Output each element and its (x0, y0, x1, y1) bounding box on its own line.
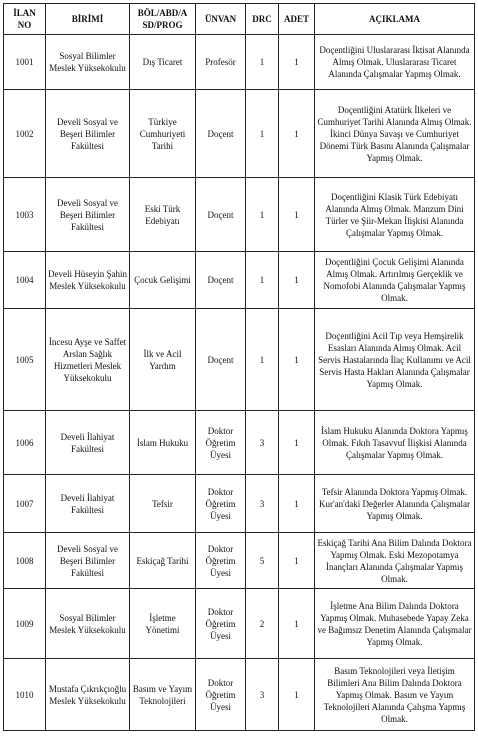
cell-drc: 3 (246, 659, 279, 731)
cell-aciklama: Tefsir Alanında Doktora Yapmış Olmak. Kur'an'daki Değerler Alanında Çalışmalar Yapmış Olmak. (315, 475, 475, 533)
cell-drc: 1 (246, 309, 279, 411)
cell-adet: 1 (279, 589, 315, 659)
header-birimi: BİRİMİ (46, 4, 130, 35)
cell-ilan-no: 1007 (4, 475, 46, 533)
cell-aciklama: İslam Hukuku Alanında Doktora Yapmış Olmak. Fıkıh Tasavvuf İlişkisi Alanında Çalışmalar Yapmış Olmak. (315, 411, 475, 475)
cell-unvan: Doçent (196, 90, 246, 178)
cell-ilan-no: 1009 (4, 589, 46, 659)
cell-bolum: Basım ve Yayım Teknolojileri (130, 659, 196, 731)
cell-unvan: Doçent (196, 178, 246, 252)
cell-birimi: İncesu Ayşe ve Saffet Arslan Sağlık Hizmetleri Meslek Yüksekokulu (46, 309, 130, 411)
cell-adet: 1 (279, 252, 315, 309)
cell-birimi: Mustafa Çıkrıkçıoğlu Meslek Yüksekokulu (46, 659, 130, 731)
cell-birimi: Sosyal Bilimler Meslek Yüksekokulu (46, 589, 130, 659)
cell-bolum: Dış Ticaret (130, 35, 196, 90)
cell-unvan: Doktor Öğretim Üyesi (196, 475, 246, 533)
cell-ilan-no: 1010 (4, 659, 46, 731)
cell-bolum: Tefsir (130, 475, 196, 533)
cell-unvan: Doktor Öğretim Üyesi (196, 659, 246, 731)
cell-bolum: İşletme Yönetimi (130, 589, 196, 659)
cell-aciklama: İşletme Ana Bilim Dalında Doktora Yapmış Olmak. Muhasebede Yapay Zeka ve Bağımsız Denetim Alanında Çalışmalar Yapmış Olmak. (315, 589, 475, 659)
cell-unvan: Doktor Öğretim Üyesi (196, 589, 246, 659)
header-ilan-no: İLAN NO (4, 4, 46, 35)
cell-bolum: İlk ve Acil Yardım (130, 309, 196, 411)
cell-adet: 1 (279, 309, 315, 411)
cell-ilan-no: 1003 (4, 178, 46, 252)
header-adet: ADET (279, 4, 315, 35)
cell-adet: 1 (279, 90, 315, 178)
cell-aciklama: Eskiçağ Tarihi Ana Bilim Dalında Doktora Yapmış Olmak. Eski Mezopotamya İnançları Alanında Çalışmalar Yapmış Olmak. (315, 533, 475, 589)
job-listing-table (3, 3, 475, 731)
cell-ilan-no: 1004 (4, 252, 46, 309)
cell-adet: 1 (279, 35, 315, 90)
cell-bolum: Çocuk Gelişimi (130, 252, 196, 309)
table-row (4, 309, 475, 411)
cell-aciklama: Doçentliğini Çocuk Gelişimi Alanında Almış Olmak. Artırılmış Gerçeklik ve Nomofobi Alanında Çalışmalar Yapmış Olmak. (315, 252, 475, 309)
cell-adet: 1 (279, 659, 315, 731)
table-row (4, 35, 475, 90)
cell-ilan-no: 1006 (4, 411, 46, 475)
cell-bolum: Eski Türk Edebiyatı (130, 178, 196, 252)
cell-birimi: Develi Sosyal ve Beşeri Bilimler Fakültesi (46, 178, 130, 252)
cell-birimi: Develi İlahiyat Fakültesi (46, 411, 130, 475)
header-aciklama: AÇIKLAMA (315, 4, 475, 35)
cell-bolum: İslam Hukuku (130, 411, 196, 475)
cell-drc: 3 (246, 475, 279, 533)
cell-drc: 1 (246, 178, 279, 252)
cell-adet: 1 (279, 533, 315, 589)
table-row (4, 533, 475, 589)
cell-bolum: Eskiçağ Tarihi (130, 533, 196, 589)
cell-bolum: Türkiye Cumhuriyeti Tarihi (130, 90, 196, 178)
table-row (4, 252, 475, 309)
cell-birimi: Sosyal Bilimler Meslek Yüksekokulu (46, 35, 130, 90)
cell-adet: 1 (279, 475, 315, 533)
cell-aciklama: Doçentliğini Atatürk İlkeleri ve Cumhuriyet Tarihi Alanında Almış Olmak. İkinci Dünya Savaşı ve Cumhuriyet Dönemi Türk Basını Alanında Çalışmalar Yapmış Olmak. (315, 90, 475, 178)
cell-ilan-no: 1001 (4, 35, 46, 90)
cell-birimi: Develi İlahiyat Fakültesi (46, 475, 130, 533)
table-row (4, 589, 475, 659)
cell-drc: 5 (246, 533, 279, 589)
cell-aciklama: Doçentliğini Acil Tıp veya Hemşirelik Esasları Alanında Almış Olmak. Acil Servis Hastalarında İlaç Kullanımı ve Acil Servis Hasta Hakları Alanında Çalışmalar Yapmış Olmak. (315, 309, 475, 411)
cell-unvan: Doçent (196, 309, 246, 411)
table-row (4, 178, 475, 252)
table-row (4, 659, 475, 731)
cell-aciklama: Doçentliğini Klasik Türk Edebiyatı Alanında Almış Olmak. Manzum Dini Türler ve Şiir-Mekan İlişkisi Alanında Çalışmalar Yapmış Olmak. (315, 178, 475, 252)
cell-adet: 1 (279, 411, 315, 475)
header-unvan: ÜNVAN (196, 4, 246, 35)
cell-drc: 1 (246, 252, 279, 309)
table-row (4, 411, 475, 475)
cell-aciklama: Doçentliğini Uluslararası İktisat Alanında Almış Olmak. Uluslararası Ticaret Alanında Çalışmalar Yapmış Olmak. (315, 35, 475, 90)
cell-unvan: Profesör (196, 35, 246, 90)
cell-drc: 1 (246, 90, 279, 178)
cell-birimi: Develi Sosyal ve Beşeri Bilimler Fakültesi (46, 533, 130, 589)
cell-birimi: Develi Sosyal ve Beşeri Bilimler Fakültesi (46, 90, 130, 178)
cell-unvan: Doktor Öğretim Üyesi (196, 533, 246, 589)
header-drc: DRC (246, 4, 279, 35)
cell-aciklama: Basım Teknolojileri veya İletişim Bilimleri Ana Bilim Dalında Doktora Yapmış Olmak. Basım ve Yayım Teknolojileri Alanında Çalışma Yapmış Olmak. (315, 659, 475, 731)
header-row (4, 4, 475, 35)
cell-unvan: Doktor Öğretim Üyesi (196, 411, 246, 475)
table-row (4, 90, 475, 178)
cell-ilan-no: 1008 (4, 533, 46, 589)
cell-adet: 1 (279, 178, 315, 252)
cell-drc: 2 (246, 589, 279, 659)
table-row (4, 475, 475, 533)
cell-birimi: Develi Hüseyin Şahin Meslek Yüksekokulu (46, 252, 130, 309)
cell-ilan-no: 1005 (4, 309, 46, 411)
cell-ilan-no: 1002 (4, 90, 46, 178)
cell-drc: 1 (246, 35, 279, 90)
cell-drc: 3 (246, 411, 279, 475)
cell-unvan: Doçent (196, 252, 246, 309)
header-bolum: BÖL/ABD/A SD/PROG (130, 4, 196, 35)
